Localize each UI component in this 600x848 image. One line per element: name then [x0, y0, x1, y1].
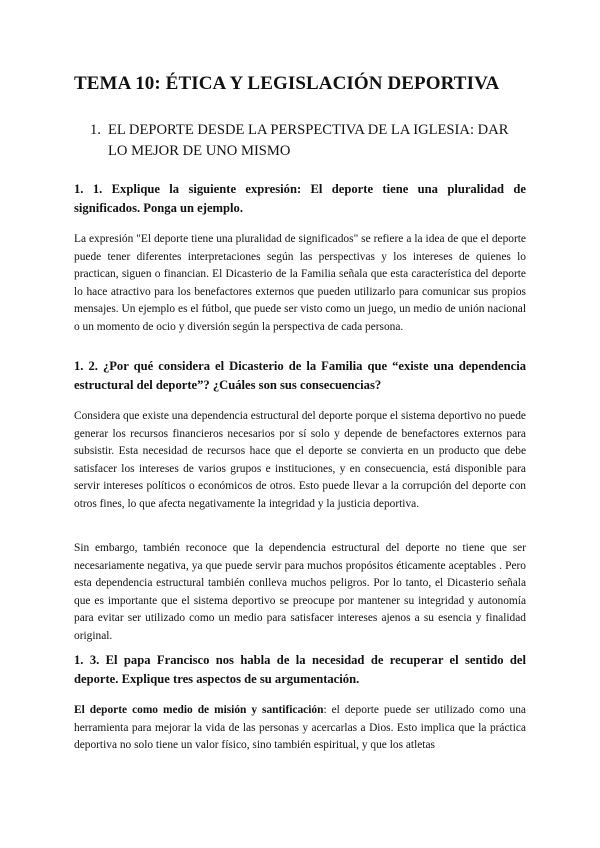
answer-1-3-text: : el deporte puede ser utilizado como una herramienta para mejorar la vida de las personas y acercarlas a Dios. Esto implica que la práctica deportiva no solo tiene un valor físico, sino también espiritual, y que los atletas [74, 704, 526, 752]
section-number: 1. [90, 122, 101, 138]
document-title: TEMA 10: ÉTICA Y LEGISLACIÓN DEPORTIVA [74, 73, 500, 94]
section-heading-text: EL DEPORTE DESDE LA PERSPECTIVA DE LA IGLESIA: DAR LO MEJOR DE UNO MISMO [108, 122, 509, 159]
question-1-3: 1. 3. El papa Francisco nos habla de la necesidad de recuperar el sentido del deporte. Explique tres aspectos de su argumentación. [74, 653, 526, 686]
section-heading [90, 120, 530, 162]
question-1-2: 1. 2. ¿Por qué considera el Dicasterio de la Familia que “existe una dependencia estructural del deporte”? ¿Cuáles son sus consecuencias? [74, 359, 526, 392]
answer-1-1-paragraph: La expresión "El deporte tiene una pluralidad de significados" se refiere a la idea de que el deporte puede tener diferentes interpretaciones según las perspectivas y los intereses de quienes lo practican, siguen o financian. El Dicasterio de la Familia señala que esta característica del deporte lo hace atractivo para los benefactores externos que pueden utilizarlo para comunicar sus propios mensajes. Un ejemplo es el fútbol, que puede ser visto como un juego, un medio de unión nacional o un momento de ocio y diversión según la perspectiva de cada persona. [74, 233, 526, 333]
answer-1-2-paragraph-1: Considera que existe una dependencia estructural del deporte porque el sistema deportivo no puede generar los recursos financieros necesarios por sí solo y depende de benefactores externos para subsistir. Esta necesidad de recursos hace que el deporte se convierta en un producto que debe satisfacer los intereses de varios grupos e instituciones, y en consecuencia, está disponible para servir intereses políticos o económicos de otros. Esto puede llevar a la corrupción del deporte con otros fines, lo que afecta negativamente la integridad y la justicia deportiva. [74, 410, 526, 510]
answer-1-3-paragraph [74, 702, 526, 755]
answer-1-2-paragraph-2: Sin embargo, también reconoce que la dependencia estructural del deporte no tiene que ser necesariamente negativa, ya que puede servir para muchos propósitos éticamente aceptables . Pero esta dependencia estructural también conlleva muchos peligros. Por lo tanto, el Dicasterio señala que es importante que el sistema deportivo se preocupe por mantener su integridad y autonomía para evitar ser utilizado como un medio para satisfacer intereses ajenos a su esencia y finalidad original. [74, 542, 526, 642]
question-1-1: 1. 1. Explique la siguiente expresión: El deporte tiene una pluralidad de significados. Ponga un ejemplo. [74, 182, 526, 215]
answer-1-3-lead: El deporte como medio de misión y santificación [74, 704, 324, 716]
